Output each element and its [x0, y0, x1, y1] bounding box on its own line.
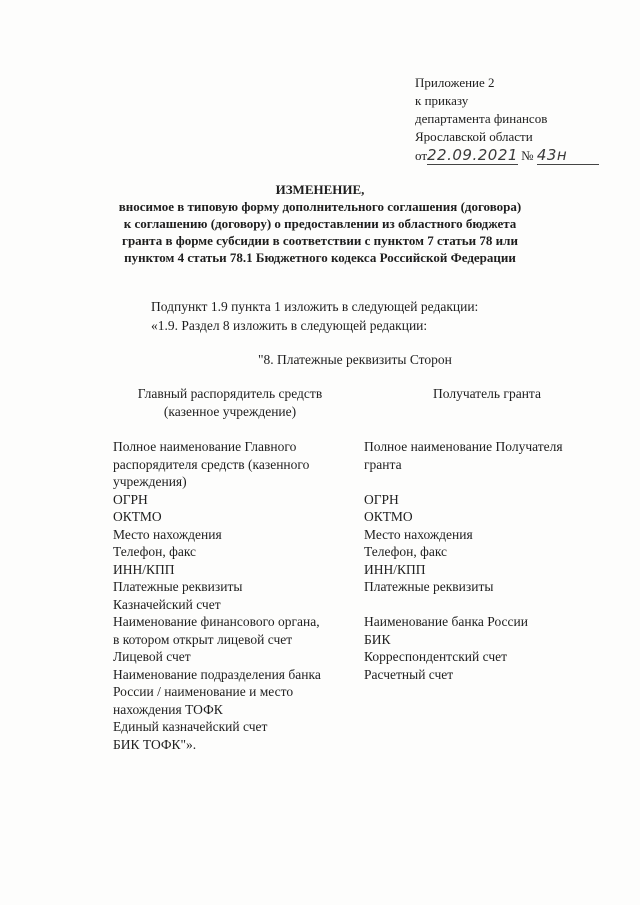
- left-line: Место нахождения: [113, 526, 222, 542]
- number-prefix: №: [521, 148, 534, 163]
- title-line-4: пунктом 4 статьи 78.1 Бюджетного кодекса Российской Федерации: [124, 250, 516, 265]
- right-line: ОКТМО: [364, 509, 413, 524]
- left-line: Полное наименование Главного: [113, 439, 297, 454]
- left-line: учреждения): [113, 474, 187, 489]
- handwritten-number: 43н: [537, 146, 599, 165]
- document-title: [0, 181, 640, 266]
- right-column: [364, 438, 563, 683]
- left-line: Лицевой счет: [113, 649, 191, 664]
- right-line: Полное наименование Получателя: [364, 439, 563, 454]
- right-line: БИК: [364, 631, 391, 647]
- left-line: в котором открыт лицевой счет: [113, 631, 293, 647]
- left-header-line-2: (казенное учреждение): [163, 403, 297, 419]
- paragraph-1: Подпункт 1.9 пункта 1 изложить в следующей редакции:: [151, 299, 479, 314]
- title-line-1: вносимое в типовую форму дополнительного соглашения (договора): [118, 199, 522, 214]
- left-line: ОКТМО: [113, 509, 162, 524]
- right-line: Корреспондентский счет: [364, 649, 508, 664]
- annex-block: [415, 74, 599, 164]
- left-header-line-1: Главный распорядитель средств: [137, 386, 323, 401]
- right-column-header: Получатель гранта: [433, 386, 541, 401]
- right-line: Расчетный счет: [364, 666, 454, 682]
- right-line: Платежные реквизиты: [364, 579, 494, 594]
- left-line: БИК ТОФК"».: [113, 736, 197, 752]
- left-column: [113, 438, 321, 753]
- right-line: ОГРН: [364, 491, 399, 507]
- left-line: Наименование подразделения банка: [113, 666, 321, 682]
- right-line: Наименование банка России: [364, 614, 528, 629]
- left-line: России / наименование и место: [113, 684, 294, 699]
- right-line: [364, 473, 563, 491]
- left-line: нахождения ТОФК: [113, 701, 223, 717]
- handwritten-date: 22.09.2021: [427, 146, 518, 164]
- left-line: ИНН/КПП: [113, 561, 175, 577]
- annex-date-line: [415, 146, 599, 164]
- right-line: Место нахождения: [364, 526, 473, 542]
- annex-line-3: департамента финансов: [415, 111, 548, 126]
- left-line: Единый казначейский счет: [113, 719, 268, 734]
- title-heading: ИЗМЕНЕНИЕ,: [275, 182, 365, 197]
- left-line: распорядителя средств (казенного: [113, 456, 310, 472]
- section-heading: "8. Платежные реквизиты Сторон: [258, 352, 452, 367]
- left-line: Платежные реквизиты: [113, 579, 243, 594]
- left-line: Казначейский счет: [113, 596, 221, 612]
- title-line-2: к соглашению (договору) о предоставлении из областного бюджета: [123, 216, 517, 231]
- paragraph-2: «1.9. Раздел 8 изложить в следующей редакции:: [151, 318, 428, 333]
- title-line-3: гранта в форме субсидии в соответствии с пунктом 7 статьи 78 или: [122, 233, 518, 248]
- annex-line-2: к приказу: [415, 93, 469, 108]
- left-line: ОГРН: [113, 491, 148, 507]
- right-line: гранта: [364, 456, 402, 472]
- annex-line-1: Приложение 2: [415, 75, 495, 90]
- annex-line-4: Ярославской области: [415, 129, 533, 144]
- right-line: Телефон, факс: [364, 544, 448, 559]
- date-prefix: от: [415, 148, 428, 163]
- right-line: ИНН/КПП: [364, 561, 426, 577]
- right-line: [364, 596, 563, 614]
- left-line: Телефон, факс: [113, 544, 197, 559]
- left-column-header: [110, 385, 350, 420]
- left-line: Наименование финансового органа,: [113, 614, 320, 629]
